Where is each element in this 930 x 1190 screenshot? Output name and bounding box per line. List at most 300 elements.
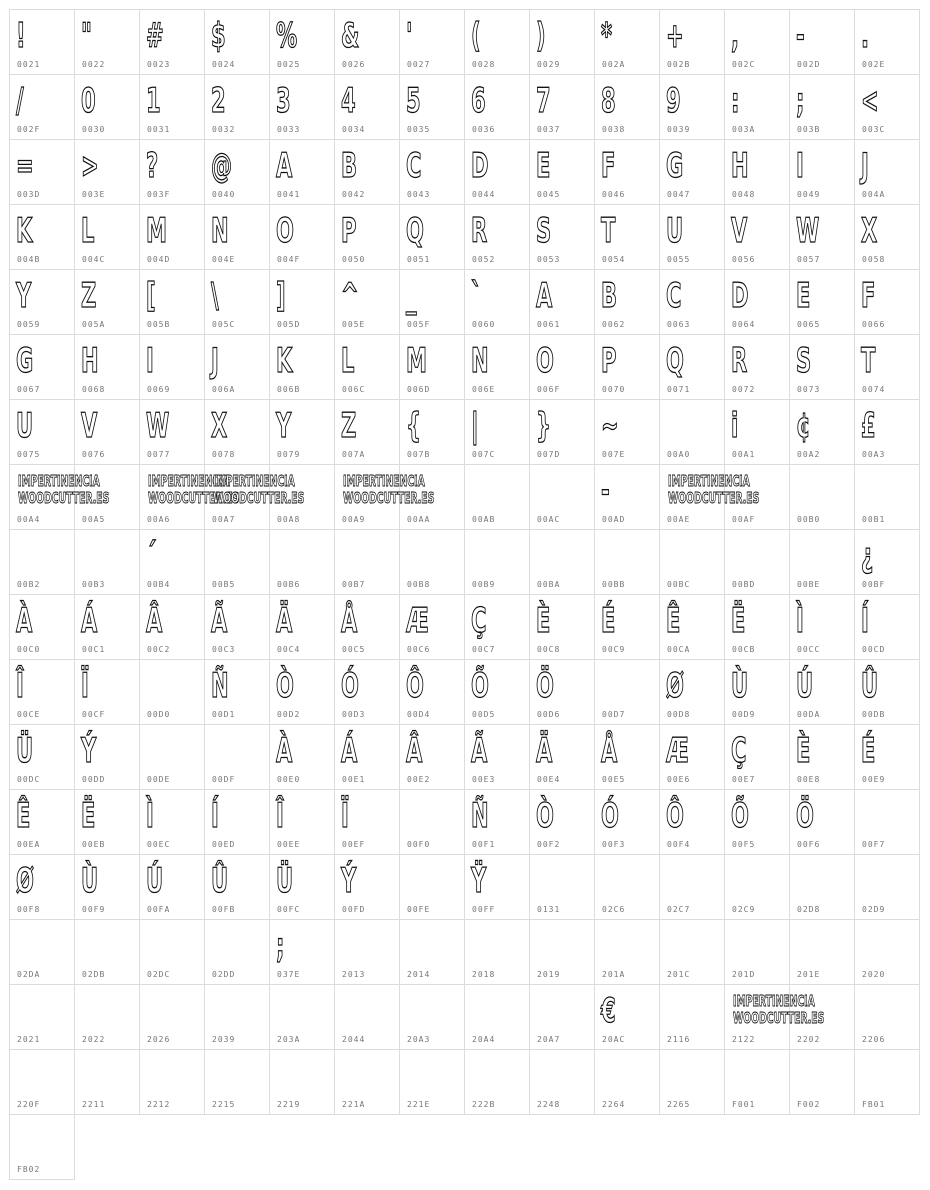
glyph: Ï <box>81 666 89 706</box>
glyph-code: 2021 <box>17 1035 41 1044</box>
glyph: Ó <box>601 796 619 836</box>
glyph-cell <box>139 984 205 1050</box>
glyph: Î <box>276 796 284 836</box>
glyph-code: 0079 <box>277 450 301 459</box>
glyph: Í <box>861 601 869 641</box>
glyph: + <box>666 16 684 56</box>
glyph: È <box>796 731 811 771</box>
glyph: D <box>471 146 489 186</box>
glyph-cell <box>334 529 400 595</box>
glyph: ' <box>406 16 413 56</box>
glyph-code: 00B7 <box>342 580 366 589</box>
glyph-cell <box>269 9 335 75</box>
glyph-code: 005E <box>342 320 366 329</box>
glyph-cell <box>789 334 855 400</box>
glyph-cell <box>594 529 660 595</box>
glyph-cell <box>789 269 855 335</box>
glyph-code: 002B <box>667 60 691 69</box>
glyph-code: 0043 <box>407 190 431 199</box>
glyph-code: 00EC <box>147 840 171 849</box>
glyph-code: 00BB <box>602 580 626 589</box>
glyph-cell <box>9 659 75 725</box>
glyph-code: 00A1 <box>732 450 756 459</box>
glyph-cell <box>269 984 335 1050</box>
glyph-cell <box>594 724 660 790</box>
glyph-cell <box>464 74 530 140</box>
glyph-cell <box>399 984 465 1050</box>
glyph-code: 00B1 <box>862 515 886 524</box>
glyph: Ô <box>666 796 684 836</box>
glyph-cell <box>139 854 205 920</box>
glyph-code: 0035 <box>407 125 431 134</box>
glyph-code: 2206 <box>862 1035 886 1044</box>
glyph-cell <box>594 399 660 465</box>
glyph: Ô <box>406 666 424 706</box>
glyph-code: 00C3 <box>212 645 236 654</box>
glyph-cell <box>594 919 660 985</box>
glyph-code: 0073 <box>797 385 821 394</box>
glyph-cell <box>724 204 790 270</box>
glyph: J <box>861 146 869 186</box>
glyph-code: 00AB <box>472 515 496 524</box>
glyph-cell <box>854 139 920 205</box>
glyph: 9 <box>666 81 681 121</box>
glyph-code: 00AF <box>732 515 756 524</box>
glyph-cell <box>139 399 205 465</box>
glyph-cell <box>9 984 75 1050</box>
glyph: { <box>406 406 422 446</box>
glyph: T <box>861 341 876 381</box>
glyph: K <box>276 341 293 381</box>
glyph: X <box>211 406 228 446</box>
glyph: ! <box>16 16 26 56</box>
glyph-cell <box>204 399 270 465</box>
glyph: Ò <box>536 796 554 836</box>
glyph-cell <box>659 204 725 270</box>
glyph-cell <box>594 1049 660 1115</box>
glyph-cell <box>789 659 855 725</box>
glyph: ) <box>536 16 546 56</box>
glyph: Á <box>81 601 98 641</box>
glyph-code: 0032 <box>212 125 236 134</box>
glyph-code: 02C7 <box>667 905 691 914</box>
glyph-cell <box>594 204 660 270</box>
glyph-cell <box>529 984 595 1050</box>
glyph-cell <box>74 984 140 1050</box>
glyph: U <box>16 406 34 446</box>
glyph-cell <box>269 74 335 140</box>
glyph: Q <box>406 211 424 251</box>
glyph-cell <box>464 1049 530 1115</box>
glyph-code: 0056 <box>732 255 756 264</box>
glyph-cell <box>9 9 75 75</box>
glyph: F <box>861 276 876 316</box>
glyph-code: 0067 <box>17 385 41 394</box>
glyph-code: 00D8 <box>667 710 691 719</box>
glyph-cell <box>399 399 465 465</box>
glyph-cell <box>269 269 335 335</box>
glyph-code: 0062 <box>602 320 626 329</box>
glyph-code: 02DD <box>212 970 236 979</box>
glyph: Y <box>16 276 32 316</box>
glyph: C <box>406 146 422 186</box>
glyph-cell <box>204 1049 270 1115</box>
glyph-code: 201A <box>602 970 626 979</box>
glyph: ^ <box>341 276 359 316</box>
glyph-code: 00E6 <box>667 775 691 784</box>
glyph-code: 02C9 <box>732 905 756 914</box>
glyph: / <box>16 81 24 121</box>
glyph: T <box>601 211 616 251</box>
glyph-cell <box>529 724 595 790</box>
glyph-code: 0058 <box>862 255 886 264</box>
glyph-code: 00F8 <box>17 905 41 914</box>
glyph-cell <box>204 334 270 400</box>
glyph-code: 00AD <box>602 515 626 524</box>
glyph-cell <box>529 919 595 985</box>
glyph-code: 20A7 <box>537 1035 561 1044</box>
glyph-code: 002D <box>797 60 821 69</box>
glyph-cell <box>204 919 270 985</box>
glyph: É <box>861 731 876 771</box>
glyph: O <box>276 211 294 251</box>
glyph-code: 0036 <box>472 125 496 134</box>
glyph-code: 00B3 <box>82 580 106 589</box>
glyph-cell <box>464 464 530 530</box>
glyph-code: 2212 <box>147 1100 171 1109</box>
glyph-cell <box>334 594 400 660</box>
glyph-code: 00D9 <box>732 710 756 719</box>
glyph-code: 0050 <box>342 255 366 264</box>
glyph: P <box>341 211 357 251</box>
glyph-code: 00DD <box>82 775 106 784</box>
glyph-code: 00CA <box>667 645 691 654</box>
glyph: È <box>536 601 551 641</box>
glyph-cell <box>724 724 790 790</box>
glyph: Ü <box>276 861 294 901</box>
glyph-cell <box>74 269 140 335</box>
glyph-code: 004F <box>277 255 301 264</box>
glyph: Ï <box>341 796 349 836</box>
glyph-cell <box>399 919 465 985</box>
glyph-code: 2219 <box>277 1100 301 1109</box>
glyph: ~ <box>601 406 619 446</box>
glyph-code: 00B9 <box>472 580 496 589</box>
glyph-cell <box>529 1049 595 1115</box>
glyph-cell <box>9 1049 75 1115</box>
logo-glyph <box>213 473 304 507</box>
glyph: R <box>471 211 488 251</box>
glyph-code: 00DC <box>17 775 41 784</box>
glyph-code: 00FA <box>147 905 171 914</box>
glyph-cell <box>594 789 660 855</box>
glyph-code: 203A <box>277 1035 301 1044</box>
glyph-code: 006A <box>212 385 236 394</box>
glyph-code: 00DA <box>797 710 821 719</box>
glyph-cell <box>269 139 335 205</box>
glyph-code: 2122 <box>732 1035 756 1044</box>
glyph: S <box>796 341 812 381</box>
glyph-code: 00C7 <box>472 645 496 654</box>
glyph-cell <box>854 1049 920 1115</box>
glyph-cell <box>334 724 400 790</box>
glyph-cell <box>529 334 595 400</box>
glyph-cell <box>724 399 790 465</box>
glyph-cell <box>399 594 465 660</box>
glyph: ¿ <box>861 536 874 576</box>
glyph-cell <box>659 9 725 75</box>
glyph-cell <box>334 9 400 75</box>
glyph-cell <box>139 204 205 270</box>
glyph-code: 00B8 <box>407 580 431 589</box>
glyph: Ö <box>536 666 554 706</box>
glyph: W <box>146 406 170 446</box>
glyph: L <box>341 341 355 381</box>
glyph-code: 004B <box>17 255 41 264</box>
glyph: 2 <box>211 81 226 121</box>
glyph: < <box>861 81 879 121</box>
glyph-cell <box>464 139 530 205</box>
glyph-cell <box>659 1049 725 1115</box>
glyph-code: 00E0 <box>277 775 301 784</box>
logo-glyph <box>668 473 759 507</box>
glyph-cell <box>724 334 790 400</box>
glyph-cell <box>789 464 855 530</box>
glyph-cell <box>269 724 335 790</box>
glyph-cell <box>724 1049 790 1115</box>
glyph-cell <box>464 919 530 985</box>
glyph: V <box>81 406 98 446</box>
glyph: 4 <box>341 81 356 121</box>
glyph-cell <box>789 594 855 660</box>
glyph-cell <box>9 529 75 595</box>
glyph-cell <box>74 74 140 140</box>
glyph-cell <box>139 529 205 595</box>
glyph: _ <box>406 276 417 316</box>
glyph-code: 00D2 <box>277 710 301 719</box>
glyph-code: 0077 <box>147 450 171 459</box>
glyph-cell <box>9 399 75 465</box>
glyph: 1 <box>146 81 161 121</box>
glyph-cell <box>594 464 660 530</box>
glyph: M <box>146 211 167 251</box>
glyph-cell <box>74 9 140 75</box>
glyph-code: 02D9 <box>862 905 886 914</box>
glyph-code: 00EB <box>82 840 106 849</box>
glyph-cell <box>204 9 270 75</box>
glyph-code: 02C6 <box>602 905 626 914</box>
glyph-cell <box>334 334 400 400</box>
glyph-cell <box>724 269 790 335</box>
glyph: $ <box>211 16 226 56</box>
glyph-cell <box>204 269 270 335</box>
glyph-cell <box>464 659 530 725</box>
glyph-code: 00F1 <box>472 840 496 849</box>
glyph-cell <box>854 789 920 855</box>
glyph: [ <box>146 276 156 316</box>
glyph-code: 00E5 <box>602 775 626 784</box>
glyph-cell <box>74 139 140 205</box>
glyph-cell <box>139 1049 205 1115</box>
glyph-cell <box>594 74 660 140</box>
glyph-code: 0039 <box>667 125 691 134</box>
glyph-cell <box>74 724 140 790</box>
glyph-code: 003F <box>147 190 171 199</box>
glyph: Ü <box>16 731 34 771</box>
glyph-cell <box>659 269 725 335</box>
glyph-code: 0041 <box>277 190 301 199</box>
glyph-code: 0070 <box>602 385 626 394</box>
glyph-code: FB02 <box>17 1165 41 1174</box>
glyph: D <box>731 276 749 316</box>
glyph-code: 2022 <box>82 1035 106 1044</box>
glyph-cell <box>724 9 790 75</box>
glyph-cell <box>724 854 790 920</box>
glyph-code: 00D4 <box>407 710 431 719</box>
glyph: M <box>406 341 427 381</box>
glyph-cell <box>9 854 75 920</box>
glyph-code: 0024 <box>212 60 236 69</box>
glyph-code: 0064 <box>732 320 756 329</box>
glyph-cell <box>594 269 660 335</box>
glyph-code: 00E1 <box>342 775 366 784</box>
glyph-code: 006F <box>537 385 561 394</box>
glyph-cell <box>854 9 920 75</box>
glyph: Á <box>341 731 358 771</box>
glyph-cell <box>399 659 465 725</box>
glyph-code: 0040 <box>212 190 236 199</box>
glyph-cell <box>74 659 140 725</box>
glyph-cell <box>789 724 855 790</box>
glyph-code: 0059 <box>17 320 41 329</box>
glyph-code: 00A9 <box>342 515 366 524</box>
glyph-cell <box>269 789 335 855</box>
glyph-cell <box>854 529 920 595</box>
glyph-cell <box>269 204 335 270</box>
glyph: i <box>731 406 739 446</box>
glyph: Ç <box>731 731 747 771</box>
glyph-code: 005B <box>147 320 171 329</box>
glyph-cell <box>9 1114 75 1180</box>
glyph-cell <box>594 9 660 75</box>
glyph-cell <box>9 269 75 335</box>
glyph: N <box>211 211 229 251</box>
glyph-code: 007C <box>472 450 496 459</box>
glyph: I <box>796 146 804 186</box>
glyph-cell <box>789 399 855 465</box>
glyph-cell <box>659 139 725 205</box>
glyph-cell <box>464 854 530 920</box>
glyph-cell <box>204 984 270 1050</box>
glyph-cell <box>334 269 400 335</box>
glyph-cell <box>529 594 595 660</box>
glyph: & <box>341 16 360 56</box>
glyph-cell <box>464 334 530 400</box>
glyph: Ú <box>146 861 164 901</box>
glyph-code: 00AE <box>667 515 691 524</box>
glyph: Ä <box>536 731 553 771</box>
glyph: Ê <box>16 796 31 836</box>
logo-line: WOODCUTTER.ES <box>213 489 305 507</box>
glyph-code: 00FE <box>407 905 431 914</box>
glyph-code: 02DB <box>82 970 106 979</box>
glyph-cell <box>269 334 335 400</box>
glyph-cell <box>529 399 595 465</box>
glyph-cell <box>789 529 855 595</box>
glyph-cell <box>529 854 595 920</box>
glyph: 6 <box>471 81 486 121</box>
glyph: ; <box>276 926 285 966</box>
glyph-cell <box>854 464 920 530</box>
glyph-code: 0031 <box>147 125 171 134</box>
glyph-cell <box>789 1049 855 1115</box>
glyph-cell <box>139 74 205 140</box>
glyph-code: 00B6 <box>277 580 301 589</box>
glyph-cell <box>269 919 335 985</box>
glyph-cell <box>9 334 75 400</box>
glyph-code: 007B <box>407 450 431 459</box>
glyph: ´ <box>146 536 157 576</box>
glyph-code: 00D7 <box>602 710 626 719</box>
glyph: Ç <box>471 601 487 641</box>
glyph-code: 2026 <box>147 1035 171 1044</box>
glyph-cell <box>464 9 530 75</box>
glyph-code: 003B <box>797 125 821 134</box>
glyph-cell <box>139 139 205 205</box>
glyph: E <box>796 276 811 316</box>
logo-glyph <box>733 993 824 1027</box>
glyph-code: 0055 <box>667 255 691 264</box>
glyph-cell <box>789 919 855 985</box>
glyph-code: 02D8 <box>797 905 821 914</box>
glyph-code: 2014 <box>407 970 431 979</box>
glyph-cell <box>139 789 205 855</box>
glyph-cell <box>529 529 595 595</box>
glyph-code: 007D <box>537 450 561 459</box>
glyph-code: 00AC <box>537 515 561 524</box>
glyph-cell <box>334 919 400 985</box>
logo-line: WOODCUTTER.ES <box>148 489 240 507</box>
glyph-code: 0025 <box>277 60 301 69</box>
glyph: À <box>16 601 33 641</box>
glyph-cell <box>854 269 920 335</box>
glyph-code: 00A3 <box>862 450 886 459</box>
glyph-cell <box>204 139 270 205</box>
glyph: Å <box>341 601 358 641</box>
glyph: H <box>81 341 99 381</box>
glyph-code: 007E <box>602 450 626 459</box>
glyph-code: 0028 <box>472 60 496 69</box>
glyph-cell <box>659 334 725 400</box>
glyph-cell <box>204 854 270 920</box>
glyph: Ø <box>16 861 34 901</box>
glyph-code: 00DF <box>212 775 236 784</box>
glyph: Æ <box>406 601 429 641</box>
glyph-cell <box>9 139 75 205</box>
glyph: 0 <box>81 81 96 121</box>
glyph: K <box>16 211 33 251</box>
glyph-code: 00E7 <box>732 775 756 784</box>
glyph-code: 00E9 <box>862 775 886 784</box>
glyph-cell <box>594 984 660 1050</box>
glyph-code: 0026 <box>342 60 366 69</box>
glyph-code: 0053 <box>537 255 561 264</box>
glyph-code: 00C4 <box>277 645 301 654</box>
glyph-cell <box>9 724 75 790</box>
glyph: À <box>276 731 293 771</box>
glyph-cell <box>789 74 855 140</box>
glyph: ` <box>471 276 482 316</box>
